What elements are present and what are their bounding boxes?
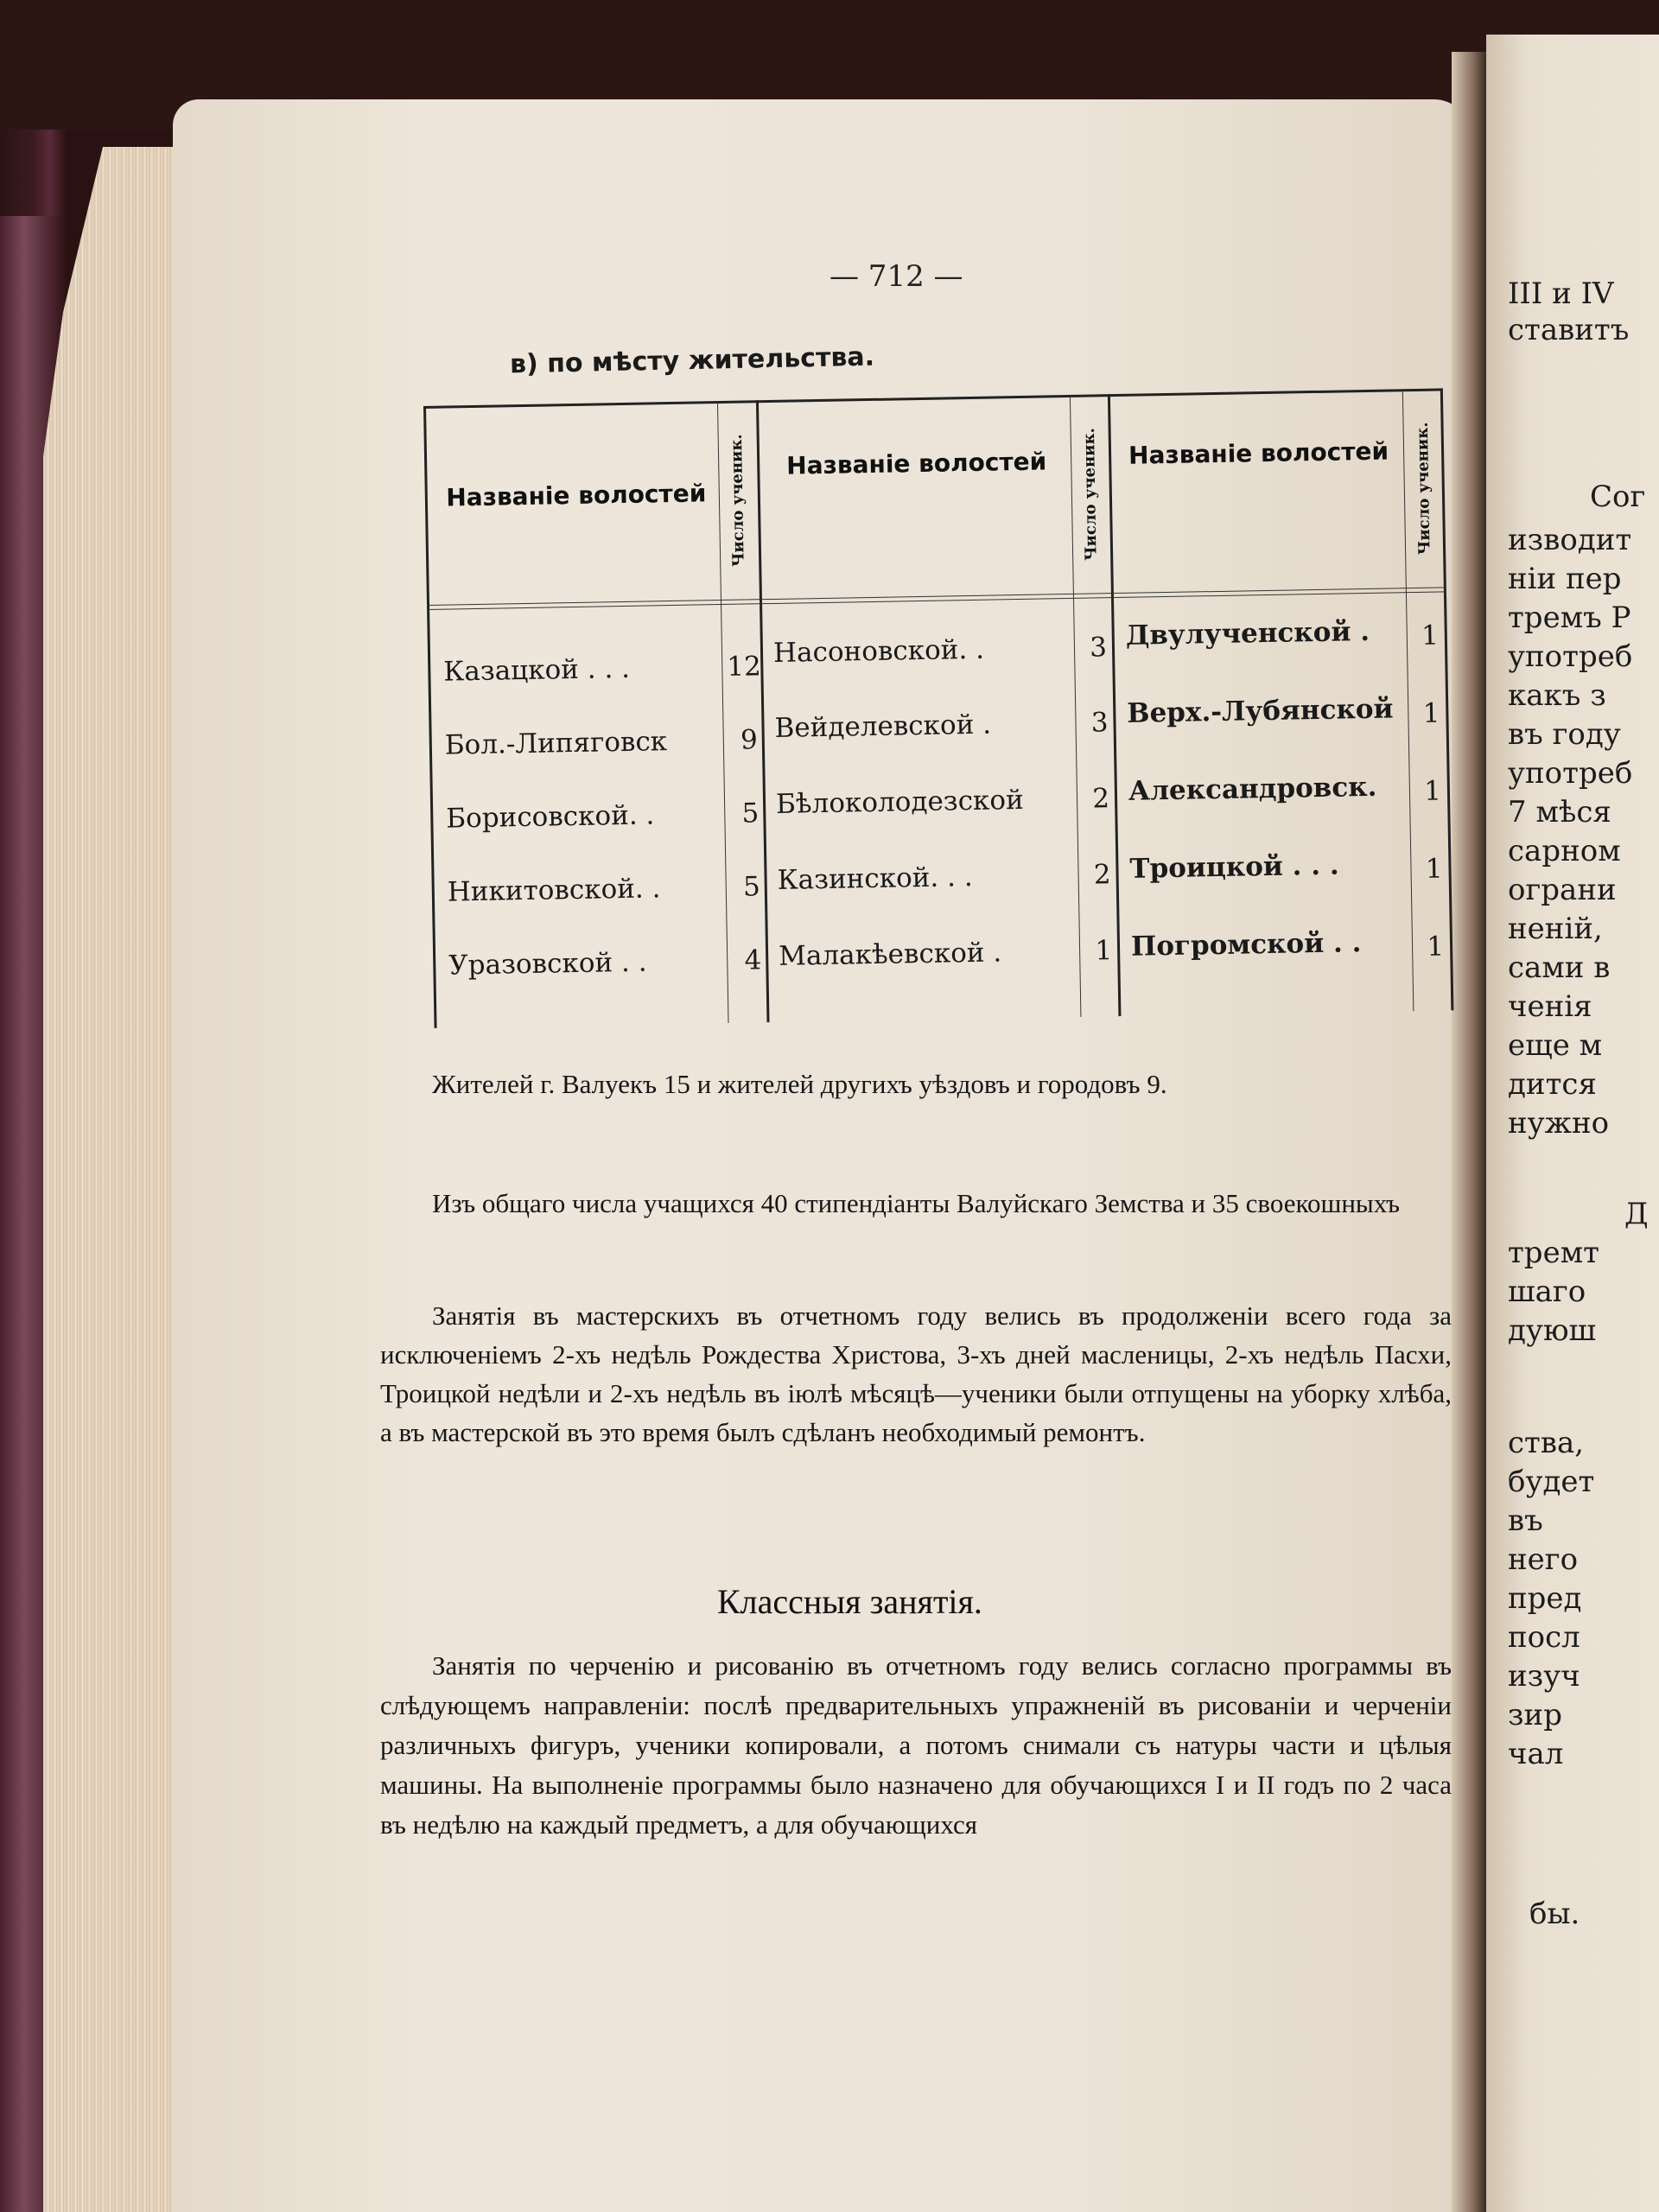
table-cell-count: 5 — [741, 798, 760, 830]
table-cell-count: 3 — [1089, 632, 1108, 664]
table-cell-name: Казацкой . . . — [443, 652, 631, 688]
table-cell-name: Двулученской . — [1125, 615, 1370, 652]
right-page-line: нужно — [1508, 1106, 1610, 1141]
table-cell-count: 1 — [1422, 697, 1440, 729]
table-cell-count: 2 — [1093, 859, 1111, 891]
right-page-line: ніи пер — [1508, 562, 1622, 596]
right-page-line: ставитъ — [1508, 313, 1630, 347]
right-page-line: изводит — [1508, 523, 1632, 557]
paragraph-stipend: Изъ общаго числа учащихся 40 стипендіанты Валуйскаго Земства и 35 своекошныхъ — [432, 1188, 1401, 1218]
table-cell-name: Погромской . . — [1130, 927, 1362, 963]
right-page-line: Сог — [1590, 480, 1646, 514]
table-cell-count: 2 — [1092, 783, 1110, 815]
table-cell-count: 1 — [1423, 775, 1442, 807]
table-cell-name: Бѣлоколодезской — [775, 784, 1025, 820]
right-page-line: ства, — [1508, 1426, 1585, 1460]
table-cell-name: Насоновской. . — [772, 633, 985, 669]
right-page-line: въ году — [1508, 717, 1621, 752]
residence-table — [423, 388, 1453, 1027]
right-page-line: употреб — [1508, 639, 1633, 674]
paragraph-workshops: Занятія въ мастерскихъ въ отчетномъ году велись въ продолженіи всего года за исключеніемъ 2-хъ недѣль Рождества Христова, 3-хъ дней масленицы, 2-хъ недѣль Пасхи, Троицкой недѣли и 2-хъ недѣль въ іюлѣ мѣсяцѣ—ученики были отпущены на уборку хлѣба, а въ мастерской въ это время былъ сдѣланъ необходимый ремонтъ. — [380, 1300, 1452, 1447]
table-cell-name: Борисовской. . — [446, 799, 655, 835]
table-cell-count: 1 — [1095, 935, 1113, 967]
table-cell-count: 12 — [727, 651, 762, 683]
right-page-line: шаго — [1508, 1274, 1586, 1309]
table-cell-count: 5 — [742, 871, 761, 903]
table-cell-count: 1 — [1427, 931, 1445, 963]
header-count-3: Число ученик. — [1413, 421, 1434, 555]
right-page-line: бы. — [1529, 1897, 1580, 1931]
table-cell-count: 9 — [740, 724, 759, 756]
table-cell-name: Верх.-Лубянской — [1127, 693, 1394, 729]
table-cell-name: Никитовской. . — [447, 873, 661, 908]
right-page-line: сарном — [1508, 834, 1621, 868]
right-page-line: сами в — [1508, 950, 1611, 985]
header-count-1: Число ученик. — [728, 433, 748, 567]
right-page-line: Д — [1624, 1197, 1649, 1231]
header-name-1: Названіе волостей — [446, 479, 707, 512]
table-cell-name: Малакѣевской . — [778, 937, 1002, 972]
table-cell-name: Уразовской . . — [448, 946, 647, 982]
right-page-line: еще м — [1508, 1028, 1603, 1063]
table-cell-name: Троицкой . . . — [1129, 849, 1339, 885]
table-cell-name: Бол.-Липяговск — [444, 726, 668, 761]
table-cell-count: 1 — [1421, 620, 1440, 652]
table-subheading: в) по мѣсту жительства. — [509, 341, 875, 380]
header-name-2: Названіе волостей — [785, 447, 1047, 480]
book-gutter — [1452, 52, 1486, 2212]
section-title: Классныя занятія. — [717, 1582, 982, 1621]
table-cell-count: 4 — [744, 944, 762, 976]
right-page-line: какъ з — [1508, 678, 1606, 713]
right-page-line: изуч — [1508, 1659, 1580, 1694]
right-page-line: тремъ Р — [1508, 601, 1631, 635]
page-number: — 712 — — [830, 259, 963, 294]
right-page-line: ченія — [1508, 989, 1592, 1024]
right-page-line: будет — [1508, 1465, 1595, 1499]
header-name-3: Названіе волостей — [1128, 436, 1389, 470]
right-page-line: 7 мѣся — [1508, 795, 1611, 830]
right-page-line: въ — [1508, 1503, 1543, 1538]
right-page-line: употреб — [1508, 756, 1633, 791]
right-page-line: тремт — [1508, 1236, 1599, 1270]
right-page-line: пред — [1508, 1581, 1582, 1616]
paragraph-classes: Занятія по черченію и рисованію въ отчетномъ году велись согласно программы въ слѣдующемъ направленіи: послѣ предварительныхъ упражненій въ рисованіи и черченіи различныхъ фигуръ, ученики копировали, а потомъ снимали съ натуры части и цѣлыя машины. На выполненіе программы было назначено для обучающихся I и II годъ по 2 часа въ недѣлю на каждый предметъ, а для обучающихся — [380, 1650, 1452, 1840]
right-page-line: ограни — [1508, 873, 1617, 907]
table-cell-name: Казинской. . . — [777, 861, 973, 896]
right-page-line: дится — [1508, 1067, 1597, 1102]
right-page-line: III и IV — [1508, 276, 1614, 311]
right-page-line: неній, — [1508, 912, 1603, 946]
right-page-line: дуюш — [1508, 1313, 1597, 1348]
table-cell-count: 3 — [1090, 707, 1109, 739]
table-cell-name: Александровск. — [1128, 771, 1377, 807]
table-cell-name: Вейделевской . — [774, 709, 992, 744]
paragraph-residents: Жителей г. Валуекъ 15 и жителей другихъ уѣздовъ и городовъ 9. — [432, 1069, 1167, 1099]
right-page-line: посл — [1508, 1620, 1580, 1655]
right-page-line: чал — [1508, 1737, 1564, 1771]
header-count-2: Число ученик. — [1080, 427, 1101, 561]
table-cell-count: 1 — [1425, 853, 1443, 885]
right-page-line: зир — [1508, 1698, 1562, 1732]
right-page-line: него — [1508, 1542, 1579, 1577]
